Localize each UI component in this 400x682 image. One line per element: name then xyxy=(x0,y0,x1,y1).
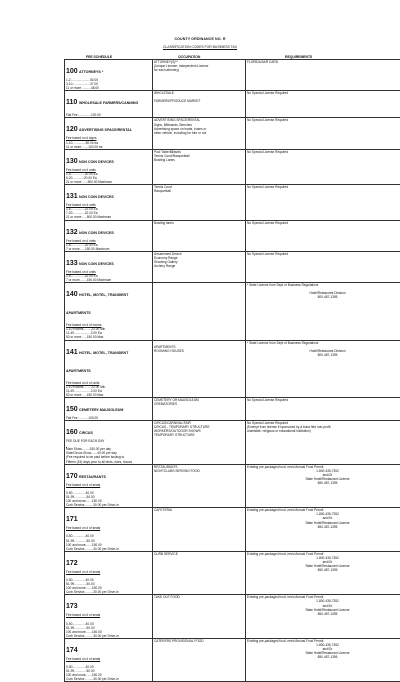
requirement-line: Existing pre-packaged food, need Annual Food Permit xyxy=(247,508,400,512)
fee-line: 1-10 Rooms.........22.00 Min xyxy=(66,327,151,331)
classification-code: 170 xyxy=(66,473,79,480)
fee-line: 0-50...............40.00 xyxy=(66,622,151,626)
occupation-line: Bowling lanes xyxy=(154,221,244,225)
fee-line: 11 or more........100.00 ea xyxy=(66,145,151,149)
occupation-cell xyxy=(153,220,246,251)
fee-line: 0-50...............40.00 xyxy=(66,665,151,669)
occupation-line: (Unique License: Independent License xyxy=(154,64,244,68)
fee-line: 0-50...............40.00 xyxy=(66,491,151,495)
fee-line: 100 and more.......150.00 xyxy=(66,586,151,590)
fee-line: Fee based on # units xyxy=(66,270,151,274)
occupation-line: Shooting Gallery xyxy=(154,260,244,264)
requirement-line: No Special License Required xyxy=(247,221,400,225)
fee-line: 51-99..............50.00 xyxy=(66,495,151,499)
fee-line: Curb Service..........30.00 per Drive-in xyxy=(66,590,151,594)
fee-line: 11-49...................2.00 Ea xyxy=(66,389,151,393)
fee-line: 100 and more.......150.00 xyxy=(66,543,151,547)
requirement-line: and/Or xyxy=(247,560,400,564)
requirement-line: (Exempt from license if sponsored by a bona fide non-profit xyxy=(247,425,400,429)
fee-line: Fee based on # of seats xyxy=(66,613,151,617)
table-row xyxy=(65,398,400,421)
classification-title: RESTAURANTS xyxy=(79,475,106,479)
occupation-line: CAFETERIA xyxy=(154,508,244,512)
requirement-line: and/Or xyxy=(247,473,400,477)
requirement-line: charitable, religious or educational institution) xyxy=(247,429,400,433)
fee-line: 0-50...............40.00 xyxy=(66,534,151,538)
table-row xyxy=(65,185,400,220)
requirement-line: * State License from Dept of Business Regulations xyxy=(247,341,400,345)
fee-line: Fee based on # units xyxy=(66,168,151,172)
column-header-occupation: OCCUPATION xyxy=(178,55,200,59)
classification-title: ATTORNEYS * xyxy=(79,70,103,74)
classification-title: HOTEL, MOTEL, TRANSIENT APARTMENTS xyxy=(66,351,128,373)
occupation-line: ROOMING HOUSES xyxy=(154,349,244,353)
document-title: COUNTY ORDINANCE NO. R xyxy=(0,37,400,41)
fee-cell xyxy=(65,118,153,149)
classification-table-body xyxy=(65,60,400,682)
occupation-line: WORKERS/OUTDOOR SHOWS xyxy=(154,429,244,433)
column-header-fee: FEE SCHEDULE xyxy=(86,55,112,59)
fee-line: Fee based on # of seats xyxy=(66,657,151,661)
requirements-cell xyxy=(246,220,400,251)
occupation-line: TEMPORARY STRUCTURE xyxy=(154,433,244,437)
fee-cell xyxy=(65,421,153,465)
requirement-line: No Special License Required xyxy=(247,252,400,256)
table-row xyxy=(65,220,400,251)
occupation-cell xyxy=(153,595,246,639)
occupation-line: NIGHTCLUBS SERVING FOOD xyxy=(154,469,244,473)
fee-line: 1-6................22.00 Ea xyxy=(66,274,151,278)
requirement-line: Existing pre-packaged food, need Annual Food Permit xyxy=(247,639,400,643)
fee-line: Curb Service..........30.00 per Drive-in xyxy=(66,503,151,507)
classification-title: CIRCUS xyxy=(79,431,93,435)
fee-line: Fee based on # units xyxy=(66,203,151,207)
classification-code: 131 xyxy=(66,193,79,200)
fee-line: 100 and more.......150.00 xyxy=(66,673,151,677)
occupation-cell xyxy=(153,638,246,682)
occupation-line: WHOLESALE xyxy=(154,91,244,95)
table-row xyxy=(65,149,400,184)
fee-line: Curb Service..........30.00 per Drive-in xyxy=(66,547,151,551)
occupation-cell xyxy=(153,551,246,595)
occupation-line: Bowling Lanes xyxy=(154,158,244,162)
requirement-line: 850-487-1395 xyxy=(247,568,400,572)
requirements-cell xyxy=(246,638,400,682)
fee-cell xyxy=(65,185,153,220)
fee-line: 1-6................22.00 Ea xyxy=(66,207,151,211)
fee-line: 11-49...................2.00 Ea xyxy=(66,331,151,335)
fee-line: 6-20.............20.00 Ea xyxy=(66,176,151,180)
classification-title: WHOLESALE FARMERS/CANNING xyxy=(79,101,138,105)
fee-cell xyxy=(65,464,153,508)
requirements-cell xyxy=(246,91,400,118)
requirement-line: State Hotel/Restaurant License xyxy=(247,477,400,481)
table-row xyxy=(65,340,400,397)
requirement-line: State Hotel/Restaurant License xyxy=(247,564,400,568)
fee-line: Fee based on # of rooms xyxy=(66,323,151,327)
occupation-line: CIRCUS - TEMPORARY STRUCTURE xyxy=(154,425,244,429)
requirement-line: No Special License Required xyxy=(247,118,400,122)
table-row xyxy=(65,251,400,282)
requirement-line: and/Or xyxy=(247,516,400,520)
table-row xyxy=(65,595,400,639)
occupation-cell xyxy=(153,91,246,118)
occupation-line: TAKE OUT FOOD xyxy=(154,595,244,599)
occupation-line: CURB SERVICE xyxy=(154,552,244,556)
fee-line: Fee based on # of seats xyxy=(66,483,151,487)
fee-cell xyxy=(65,283,153,340)
requirement-line: No Special License Required xyxy=(247,185,400,189)
requirements-cell xyxy=(246,340,400,397)
fee-line: 51-99..............50.00 xyxy=(66,539,151,543)
fee-line: Curb Service..........30.00 per Drive-in xyxy=(66,634,151,638)
requirement-line: Existing pre-packaged food, need Annual Food Permit xyxy=(247,595,400,599)
occupation-line: CEMETERY OR MAUSOLEUM xyxy=(154,398,244,402)
requirement-line: Hotel/Restaurant Division xyxy=(247,349,400,353)
fee-line: 0-50...............40.00 xyxy=(66,578,151,582)
requirement-line: Hotel/Restaurant Division xyxy=(247,291,400,295)
fee-line: 3-10....................37.00 xyxy=(66,82,151,86)
fee-cell xyxy=(65,508,153,552)
document-subtitle: CLASSIFICATION CODES FOR BUSINESS TAX xyxy=(0,45,400,49)
table-row xyxy=(65,464,400,508)
classification-code: 133 xyxy=(66,260,79,267)
classification-code: 172 xyxy=(66,560,79,567)
requirements-cell xyxy=(246,251,400,282)
table-row xyxy=(65,60,400,91)
fee-line: 1-10...............50.00 ea xyxy=(66,141,151,145)
fee-cell xyxy=(65,251,153,282)
requirement-line: 850-487-1395 xyxy=(247,525,400,529)
requirement-line: and/Or xyxy=(247,604,400,608)
occupation-line: RESTAURANTS xyxy=(154,465,244,469)
fee-line: Flat Fee ...........100.00 xyxy=(66,416,151,420)
fee-line: Side/Circus Show.......40.00 per day xyxy=(66,451,151,455)
table-row xyxy=(65,508,400,552)
occupation-line: CATERERS PROVISIONAL FOOD xyxy=(154,639,244,643)
requirements-cell xyxy=(246,551,400,595)
requirement-line: 850-487-1395 xyxy=(247,612,400,616)
requirement-line: No Special License Required xyxy=(247,398,400,402)
fee-line: (Fee required to be paid before issuing to xyxy=(66,455,151,459)
classification-title: ADVERTISING SPACE/RENTAL xyxy=(79,128,132,132)
fee-line: Flat Fee...............100.00 xyxy=(66,113,151,117)
classification-title: NON COIN DEVICES xyxy=(79,231,114,235)
occupation-cell xyxy=(153,421,246,465)
requirement-line: State Hotel/Restaurant License xyxy=(247,608,400,612)
fee-cell xyxy=(65,220,153,251)
requirement-line: and/Or xyxy=(247,647,400,651)
requirement-line: FLORIDA BAR CARD xyxy=(247,60,400,64)
fee-line: 51-99..............50.00 xyxy=(66,626,151,630)
classification-table xyxy=(64,59,400,682)
requirement-line: 800-487-1395 xyxy=(247,353,400,357)
requirements-cell xyxy=(246,60,400,91)
table-row xyxy=(65,638,400,682)
occupation-line: Amusement Device xyxy=(154,252,244,256)
classification-code: 100 xyxy=(66,68,79,75)
classification-code: 130 xyxy=(66,158,79,165)
occupation-cell xyxy=(153,340,246,397)
requirements-cell xyxy=(246,421,400,465)
requirements-cell xyxy=(246,118,400,149)
classification-title: NON COIN DEVICES xyxy=(79,195,114,199)
classification-code: 160 xyxy=(66,429,79,436)
occupation-line: ADVERTISING SPACE/RENTAL xyxy=(154,118,244,122)
requirement-line: 800-487-1395 xyxy=(247,295,400,299)
occupation-cell xyxy=(153,464,246,508)
fee-line: Fee based on # of seats xyxy=(66,570,151,574)
table-row xyxy=(65,551,400,595)
requirements-cell xyxy=(246,508,400,552)
fee-line: Fee based on # of seats xyxy=(66,526,151,530)
fee-line: 100 and more.......150.00 xyxy=(66,630,151,634)
classification-code: 171 xyxy=(66,516,79,523)
fee-line: 1-10 Rooms.........22.00 Min xyxy=(66,385,151,389)
occupation-cell xyxy=(153,508,246,552)
fee-cell xyxy=(65,91,153,118)
classification-code: 150 xyxy=(66,406,79,413)
requirement-line: No Special License Required xyxy=(247,150,400,154)
classification-code: 174 xyxy=(66,647,79,654)
occupation-line: Pool Table/Billiards xyxy=(154,150,244,154)
fee-line: 7 or more .......150.00 Maximum xyxy=(66,278,151,282)
requirements-cell xyxy=(246,283,400,340)
occupation-cell xyxy=(153,283,246,340)
table-row xyxy=(65,91,400,118)
occupation-line: FARMERS/PRODUCE MARKET xyxy=(154,99,244,103)
requirement-line: 1-800-435-7352 xyxy=(247,512,400,516)
occupation-line: CIRCUS/CARNIVAL/FAIR xyxy=(154,421,244,425)
fee-line: 21 or more ......500.00 Maximum xyxy=(66,180,151,184)
classification-code: 173 xyxy=(66,603,79,610)
occupation-cell xyxy=(153,185,246,220)
occupation-cell xyxy=(153,149,246,184)
table-row xyxy=(65,283,400,340)
requirement-line: Existing pre-packaged food, need Annual Food Permit xyxy=(247,465,400,469)
fee-line: Main Show.........150.00 per day xyxy=(66,447,151,451)
requirements-cell xyxy=(246,149,400,184)
fee-line: 100 and more.......150.00 xyxy=(66,499,151,503)
fee-line: Fifteen (15) days prior to all tents, rides, shows xyxy=(66,460,151,464)
table-row xyxy=(65,421,400,465)
occupation-line: CREMATORIES xyxy=(154,402,244,406)
classification-title: NON COIN DEVICES xyxy=(79,262,114,266)
occupation-line: Tennis Court/Racquetball xyxy=(154,154,244,158)
requirement-line: 1-800-435-7352 xyxy=(247,599,400,603)
fee-line: 50 or more .....150.00 Max xyxy=(66,335,151,339)
classification-code: 140 xyxy=(66,291,79,298)
classification-code: 141 xyxy=(66,349,79,356)
requirement-line: 850-487-1395 xyxy=(247,481,400,485)
fee-line: Fee based on # units xyxy=(66,239,151,243)
requirement-line: 1-800-435-7352 xyxy=(247,556,400,560)
fee-line: 50 or more .....150.00 Max xyxy=(66,393,151,397)
requirement-line: 850-487-1395 xyxy=(247,655,400,659)
occupation-line: ATTORNEY(S)** xyxy=(154,60,244,64)
fee-line: 11 or more ..........48.00 xyxy=(66,86,151,90)
fee-line: 51-99..............50.00 xyxy=(66,669,151,673)
fee-cell xyxy=(65,551,153,595)
occupation-line: for each attorney) xyxy=(154,68,244,72)
fee-line: Curb Service..........30.00 per Drive-in xyxy=(66,677,151,681)
fee-line: Fee based on # signs xyxy=(66,136,151,140)
occupation-line: Tennis Court xyxy=(154,185,244,189)
requirements-cell xyxy=(246,398,400,421)
fee-cell xyxy=(65,398,153,421)
classification-code: 132 xyxy=(66,229,79,236)
occupation-line: Archery Range xyxy=(154,264,244,268)
requirement-line: * State License from Dept of Business Regulations xyxy=(247,283,400,287)
classification-title: NON COIN DEVICES xyxy=(79,160,114,164)
fee-line: 51-99..............50.00 xyxy=(66,582,151,586)
requirements-cell xyxy=(246,595,400,639)
fee-cell xyxy=(65,340,153,397)
occupation-cell xyxy=(153,118,246,149)
classification-code: 120 xyxy=(66,126,79,133)
fee-cell xyxy=(65,60,153,91)
requirement-line: Existing pre-packaged food, need Annual Food Permit xyxy=(247,552,400,556)
requirement-line: State Hotel/Restaurant License xyxy=(247,651,400,655)
fee-line: Fee based on # of units xyxy=(66,381,151,385)
fee-cell xyxy=(65,638,153,682)
requirement-line: State Hotel/Restaurant License xyxy=(247,521,400,525)
classification-title: HOTEL, MOTEL, TRANSIENT APARTMENTS xyxy=(66,293,128,315)
requirement-line: 1-800-435-7352 xyxy=(247,469,400,473)
occupation-line: other vehicle, including for hire or not xyxy=(154,131,244,135)
classification-title: CEMETERY-MAUSOLEUM xyxy=(79,408,123,412)
occupation-line: APARTMENTS xyxy=(154,345,244,349)
occupation-line: Signs, Billboards, Benches xyxy=(154,123,244,127)
fee-line: 1-5................20.00 Ea xyxy=(66,172,151,176)
occupation-cell xyxy=(153,251,246,282)
fee-cell xyxy=(65,595,153,639)
fee-line: FEE DUE FOR EACH DAY xyxy=(66,439,151,443)
requirement-line: No Special License Required xyxy=(247,91,400,95)
occupation-line: Economy Range xyxy=(154,256,244,260)
requirement-line: No Special License Required xyxy=(247,421,400,425)
table-row xyxy=(65,118,400,149)
fee-line: 7 or more .....150.00 Maximum xyxy=(66,247,151,251)
column-header-requirements: REQUIREMENTS xyxy=(285,55,312,59)
occupation-line: Racquetball xyxy=(154,189,244,193)
requirements-cell xyxy=(246,185,400,220)
fee-line: 1-2......................50.00 xyxy=(66,78,151,82)
occupation-cell xyxy=(153,60,246,91)
occupation-cell xyxy=(153,398,246,421)
requirement-line: 1-800-435-7352 xyxy=(247,643,400,647)
requirements-cell xyxy=(246,464,400,508)
fee-cell xyxy=(65,149,153,184)
occupation-line: Advertising space on boats, buses or xyxy=(154,127,244,131)
classification-code: 110 xyxy=(66,99,79,106)
fee-line: 1-6................22.00 Ea xyxy=(66,243,151,247)
fee-line: 7-20..............22.00 Ea xyxy=(66,211,151,215)
fee-line: 21 or more .....500.00 Maximum xyxy=(66,215,151,219)
